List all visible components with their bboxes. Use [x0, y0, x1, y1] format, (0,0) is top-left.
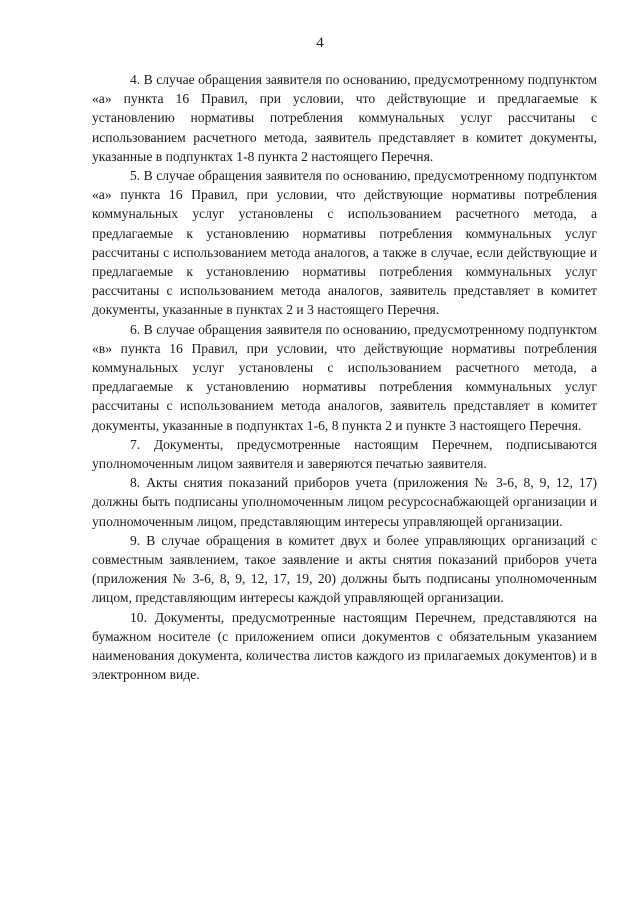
paragraph-5: 5. В случае обращения заявителя по основанию, предусмотренному подпунктом «а» пункта 16 Правил, при условии, что действующие нормативы потребления коммунальных услуг установлены с использованием расчетного метода, а предлагаемые к установлению нормативы потребления коммунальных услуг рассчитаны с использованием метода аналогов, а также в случае, если действующие и предлагаемые к установлению нормативы потребления коммунальных услуг рассчитаны с использованием метода аналогов, заявитель представляет в комитет документы, указанные в пунктах 2 и 3 настоящего Перечня.	[92, 168, 597, 318]
paragraph-8: 8. Акты снятия показаний приборов учета (приложения № 3-6, 8, 9, 12, 17) должны быть подписаны уполномоченным лицом ресурсоснабжающей организации и уполномоченным лицом, представляющим интересы управляющей организации.	[92, 475, 597, 529]
document-body	[92, 70, 597, 685]
page-number: 4	[316, 35, 324, 51]
paragraph-10: 10. Документы, предусмотренные настоящим Перечнем, представляются на бумажном носителе (с приложением описи документов с обязательным указанием наименования документа, количества листов каждого из прилагаемых документов) и в электронном виде.	[92, 609, 597, 683]
paragraph-6: 6. В случае обращения заявителя по основанию, предусмотренному подпунктом «в» пункта 16 Правил, при условии, что действующие нормативы потребления коммунальных услуг установлены с использованием расчетного метода, а предлагаемые к установлению нормативы потребления коммунальных услуг рассчитаны с использованием метода аналогов, заявитель представляет в комитет документы, указанные в подпунктах 1-6, 8 пункта 2 и пункте 3 настоящего Перечня.	[92, 321, 597, 433]
paragraph-7: 7. Документы, предусмотренные настоящим Перечнем, подписываются уполномоченным лицом заявителя и заверяются печатью заявителя.	[92, 436, 597, 472]
paragraph-4: 4. В случае обращения заявителя по основанию, предусмотренному подпунктом «а» пункта 16 Правил, при условии, что действующие и предлагаемые к установлению нормативы потребления коммунальных услуг рассчитаны с использованием расчетного метода, заявитель представляет в комитет документы, указанные в подпунктах 1-8 пункта 2 настоящего Перечня.	[92, 72, 597, 164]
paragraph-9: 9. В случае обращения в комитет двух и более управляющих организаций с совместным заявлением, такое заявление и акты снятия показаний приборов учета (приложения № 3-6, 8, 9, 12, 17, 19, 20) должны быть подписаны уполномоченным лицом, представляющим интересы каждой управляющей организации.	[92, 532, 597, 606]
